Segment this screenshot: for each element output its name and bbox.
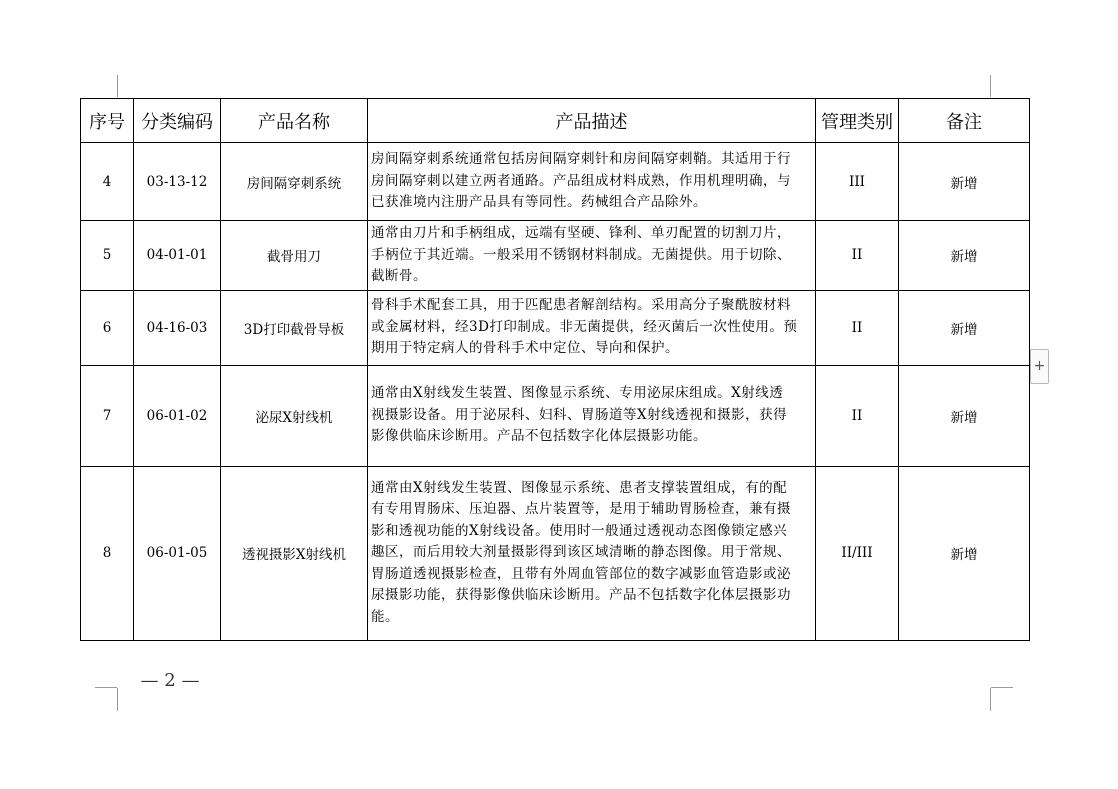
cell-management-class: III [816, 143, 899, 221]
cell-product-description [368, 365, 816, 466]
cell-management-class: II [816, 221, 899, 291]
crop-mark-bottom-right-v [990, 688, 991, 711]
cell-serial-number: 8 [81, 466, 134, 640]
crop-mark-top-right [990, 75, 991, 97]
description-line: 影像供临床诊断用。产品不包括数字化体层摄影功能。 [371, 428, 707, 445]
description-line: 骨科手术配套工具，用于匹配患者解剖结构。采用高分子聚酰胺材料 [371, 297, 791, 314]
cell-remarks: 新增 [899, 290, 1030, 365]
description-line: 期用于特定病人的骨科手术中定位、导向和保护。 [371, 340, 679, 357]
cell-product-description [368, 290, 816, 365]
description-line: 影和透视功能的X射线设备。使用时一般通过透视动态图像锁定感兴 [371, 522, 788, 539]
table-row [81, 143, 1030, 221]
cell-remarks: 新增 [899, 466, 1030, 640]
header-product-description: 产品描述 [368, 99, 816, 143]
cell-category-code: 06-01-02 [134, 365, 221, 466]
description-line: 已获准境内注册产品具有等同性。药械组合产品除外。 [371, 194, 707, 211]
cell-product-name: 泌尿X射线机 [221, 365, 368, 466]
cell-product-name: 透视摄影X射线机 [221, 466, 368, 640]
cell-product-description [368, 466, 816, 640]
description-line: 尿摄影功能，获得影像供临床诊断用。产品不包括数字化体层摄影功 [371, 587, 791, 604]
cell-serial-number: 6 [81, 290, 134, 365]
cell-category-code: 03-13-12 [134, 143, 221, 221]
cell-product-description [368, 143, 816, 221]
cell-management-class: II [816, 290, 899, 365]
table-row [81, 365, 1030, 466]
cell-remarks: 新增 [899, 143, 1030, 221]
description-line: 通常由X射线发生装置、图像显示系统、患者支撑装置组成，有的配 [371, 479, 788, 496]
header-remarks: 备注 [899, 99, 1030, 143]
description-line: 房间隔穿刺以建立两者通路。产品组成材料成熟，作用机理明确，与 [371, 172, 791, 189]
expand-side-tab[interactable]: + [1030, 349, 1049, 384]
description-line: 有专用胃肠床、压迫器、点片装置等，是用于辅助胃肠检查，兼有摄 [371, 501, 791, 518]
header-product-name: 产品名称 [221, 99, 368, 143]
description-line: 视摄影设备。用于泌尿科、妇科、胃肠道等X射线透视和摄影，获得 [371, 406, 788, 423]
crop-mark-top-left [117, 75, 118, 97]
description-line: 能。 [371, 608, 399, 625]
cell-category-code: 04-01-01 [134, 221, 221, 291]
header-row [81, 99, 1030, 143]
description-line: 手柄位于其近端。一般采用不锈钢材料制成。无菌提供。用于切除、 [371, 246, 791, 263]
cell-product-description [368, 221, 816, 291]
cell-management-class: II [816, 365, 899, 466]
description-line: 趣区，而后用较大剂量摄影得到该区域清晰的静态图像。用于常规、 [371, 544, 791, 561]
description-line: 或金属材料，经3D打印制成。非无菌提供，经灭菌后一次性使用。预 [371, 318, 798, 335]
description-line: 胃肠道透视摄影检查，且带有外周血管部位的数字减影血管造影或泌 [371, 565, 791, 582]
table-row [81, 466, 1030, 640]
description-line: 通常由刀片和手柄组成，远端有坚硬、锋利、单刃配置的切割刀片， [371, 225, 791, 241]
cell-serial-number: 5 [81, 221, 134, 291]
cell-product-name: 截骨用刀 [221, 221, 368, 291]
table-row [81, 290, 1030, 365]
product-table [80, 98, 1030, 641]
cell-remarks: 新增 [899, 365, 1030, 466]
header-management-class: 管理类别 [816, 99, 899, 143]
description-line: 通常由X射线发生装置、图像显示系统、专用泌尿床组成。X射线透 [371, 385, 784, 402]
table-row [81, 221, 1030, 291]
crop-mark-bottom-left-v [117, 688, 118, 711]
cell-product-name: 3D打印截骨导板 [221, 290, 368, 365]
cell-category-code: 04-16-03 [134, 290, 221, 365]
cell-serial-number: 4 [81, 143, 134, 221]
crop-mark-bottom-left-h [95, 687, 117, 688]
description-line: 房间隔穿刺系统通常包括房间隔穿刺针和房间隔穿刺鞘。其适用于行 [371, 151, 791, 168]
header-category-code: 分类编码 [134, 99, 221, 143]
page-number: — 2 — [140, 670, 200, 691]
cell-category-code: 06-01-05 [134, 466, 221, 640]
header-serial-number: 序号 [81, 99, 134, 143]
crop-mark-bottom-right-h [991, 687, 1013, 688]
cell-product-name: 房间隔穿刺系统 [221, 143, 368, 221]
cell-management-class: II/III [816, 466, 899, 640]
cell-serial-number: 7 [81, 365, 134, 466]
cell-remarks: 新增 [899, 221, 1030, 291]
description-line: 截断骨。 [371, 268, 427, 284]
